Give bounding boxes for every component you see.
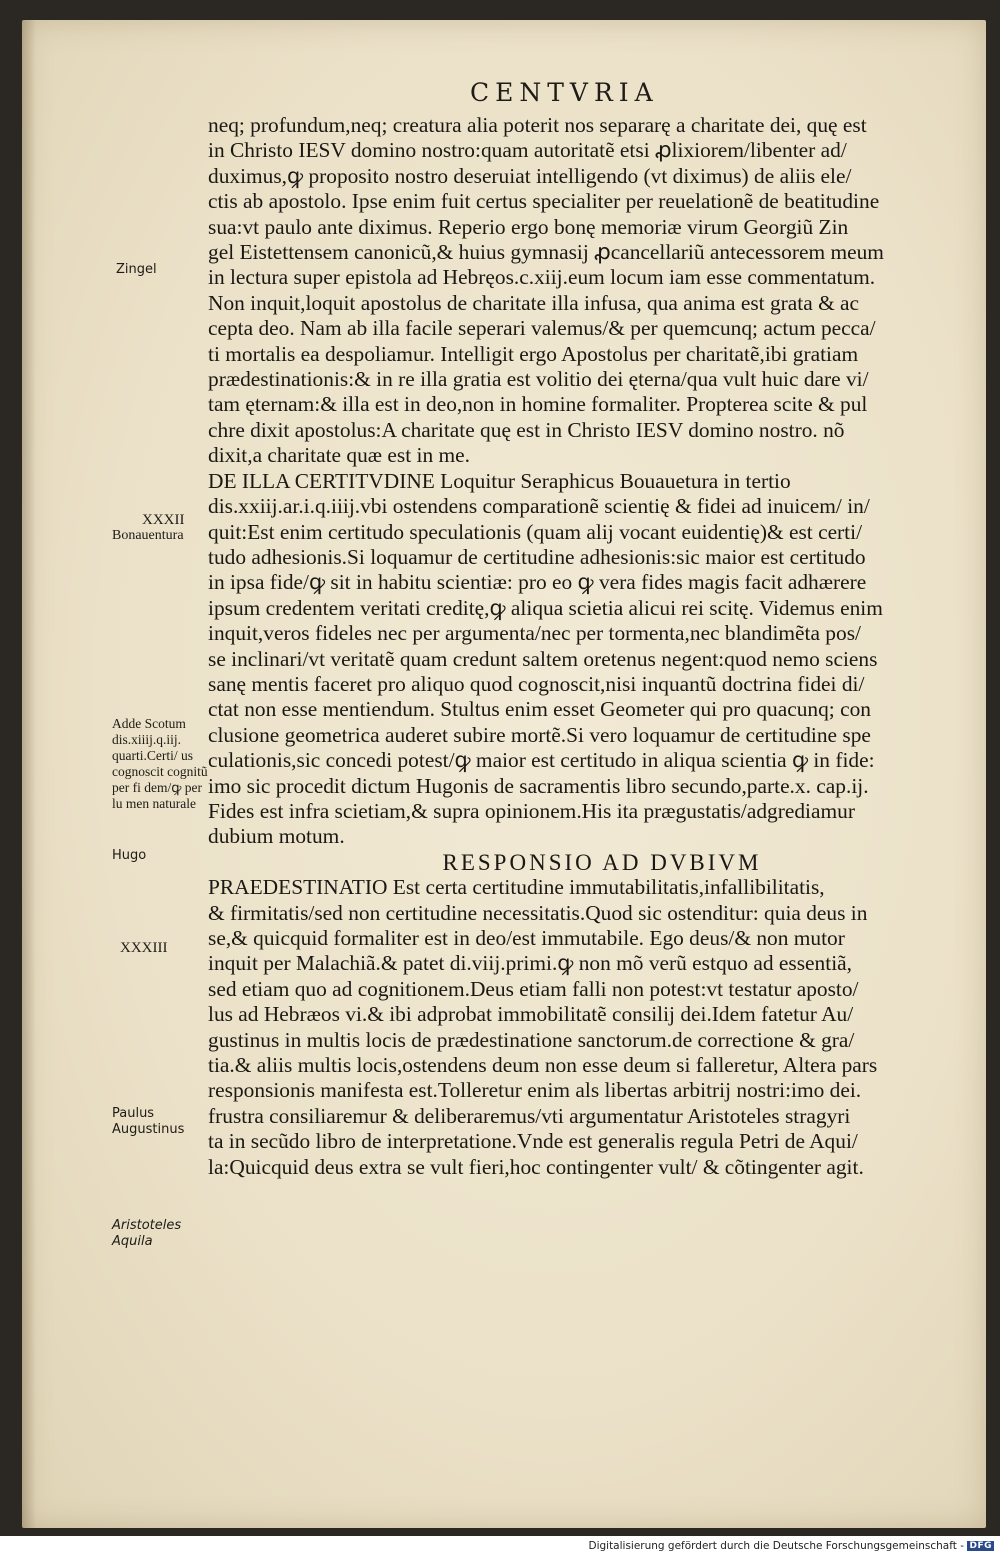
- text-line: ctis ab apostolo. Ipse enim fuit certus specialiter per reuelationẽ de beatitudine: [208, 189, 880, 214]
- text-line: responsionis manifesta est.Tolleretur enim als libertas arbitrij nostri:imo dei.: [208, 1078, 862, 1103]
- main-text-block: [208, 113, 956, 1180]
- text-line: ti mortalis ea despoliamur. Intelligit ergo Apostolus per charitatẽ,ibi gratiam: [208, 341, 859, 366]
- text-line: & firmitatis/sed non certitudine necessitatis.Quod sic ostenditur: quia deus in: [208, 900, 868, 925]
- margin-note-aristoteles-aquila: Aristoteles Aquila: [112, 1218, 182, 1249]
- text-line: lus ad Hebræos vi.& ibi adprobat immobilitatẽ consilij dei.Idem fatetur Au/: [208, 1002, 854, 1027]
- running-head: CENTVRIA: [470, 78, 659, 107]
- footer-bar: [0, 1536, 1000, 1558]
- text-line: sanę mentis faceret pro aliquo quod cognoscit,nisi inquantũ doctrina fidei di/: [208, 671, 865, 696]
- text-line: gustinus in multis locis de prædestinatione sanctorum.de correctione & gra/: [208, 1027, 855, 1052]
- text-line: Non inquit,loquit apostolus de charitate illa infusa, qua anima est grata & ac: [208, 290, 860, 315]
- section-heading: RESPONSIO AD DVBIVM: [442, 849, 762, 875]
- text-line: sed etiam quo ad cognitionem.Deus etiam falli non potest:vt testatur aposto/: [208, 976, 859, 1001]
- text-line: culationis,sic concedi potest/ꝙ maior est certitudo in aliqua scientia ꝙ in fide:: [208, 748, 875, 773]
- text-line: sua:vt paulo ante diximus. Reperio ergo bonę memoriæ virum Georgiũ Zin: [208, 214, 849, 239]
- margin-note-bonauentura: Bonauentura: [112, 528, 184, 543]
- margin-note-xxxiii: XXXIII: [120, 940, 168, 956]
- text-line: DE ILLA CERTITVDINE Loquitur Seraphicus Bouauetura in tertio: [208, 468, 791, 493]
- text-line: neq; profundum,neq; creatura alia poterit nos separarę a charitate dei, quę est: [208, 113, 867, 137]
- footer-credit: Digitalisierung gefördert durch die Deutsche Forschungsgemeinschaft -: [588, 1540, 964, 1552]
- text-line: cepta deo. Nam ab illa facile seperari valemus/& per quemcunq; actum pecca/: [208, 316, 876, 341]
- margin-note-hugo: Hugo: [112, 848, 147, 863]
- text-line: PRAEDESTINATIO Est certa certitudine immutabilitatis,infallibilitatis,: [208, 875, 825, 900]
- text-line: prædestinationis:& in re illa gratia est volitio dei ęterna/qua vult huic dare vi/: [208, 367, 869, 392]
- text-line: tudo adhesionis.Si loquamur de certitudine adhesionis:sic maior est certitudo: [208, 544, 866, 569]
- text-line: frustra consiliaremur & deliberaremus/vti argumentatur Aristoteles stragyri: [208, 1103, 851, 1128]
- text-line: dis.xxiij.ar.i.q.iiij.vbi ostendens comparationẽ scientię & fidei ad inuicem/ in/: [208, 494, 870, 519]
- text-line: tam ęternam:& illa est in deo,non in homine formaliter. Propterea scite & pul: [208, 392, 868, 417]
- text-line: dixit,a charitate quæ est in me.: [208, 443, 470, 468]
- text-line: inquit,veros fideles nec per argumenta/nec per tormenta,nec blandimẽta pos/: [208, 621, 861, 646]
- margin-note-adde-scotum: Adde Scotum dis.xiiij.q.iij. quarti.Certi/ us cognoscit cognitũ per fi dem/ꝙ per lu men naturale: [112, 716, 208, 811]
- margin-note-paulus-augustinus: Paulus Augustinus: [112, 1106, 185, 1137]
- text-line: inquit per Malachiã.& patet di.viij.primi.ꝙ non mõ verũ estquo ad essentiã,: [208, 951, 852, 976]
- text-line: tia.& aliis multis locis,ostendens deum non esse deum si falleretur, Altera pars: [208, 1053, 878, 1078]
- dfg-logo: DFG: [969, 1541, 992, 1551]
- text-line: clusione geometrica auderet subire mortẽ.Si vero loquamur de certitudine spe: [208, 722, 871, 747]
- page-gutter-shadow: [22, 20, 36, 1528]
- text-line: in Christo IESV domino nostro:quam autoritatẽ etsi ꝓlixiorem/libenter ad/: [208, 138, 847, 163]
- text-line: chre dixit apostolus:A charitate quę est in Christo IESV domino nostro. nõ: [208, 417, 845, 442]
- text-line: se,& quicquid formaliter est in deo/est immutabile. Ego deus/& non mutor: [208, 926, 845, 950]
- text-line: ipsum credentem veritati creditę,ꝙ aliqua scietia alicui rei scitę. Videmus enim: [208, 595, 883, 620]
- margin-note-xxxii: XXXII: [142, 512, 185, 528]
- margin-note-zingel: Zingel: [116, 262, 157, 277]
- text-line: gel Eistettensem canonicũ,& huius gymnasij ꝓcancellariũ antecessorem meum: [208, 240, 884, 265]
- text-line: la:Quicquid deus extra se vult fieri,hoc contingenter vult/ & cõtingenter agit.: [208, 1154, 864, 1179]
- text-line: ctat non esse mentiendum. Stultus enim esset Geometer qui pro quacunq; con: [208, 697, 871, 722]
- text-line: quit:Est enim certitudo speculationis (quam alij vocant euidentię)& est certi/: [208, 519, 863, 544]
- text-line: in lectura super epistola ad Hebręos.c.xiij.eum locum iam esse commentatum.: [208, 265, 876, 290]
- text-line: ta in secũdo libro de interpretatione.Vnde est generalis regula Petri de Aqui/: [208, 1129, 858, 1154]
- text-line: imo sic procedit dictum Hugonis de sacramentis libro secundo,parte.x. cap.ij.: [208, 773, 869, 798]
- text-line: duximus,ꝙ proposito nostro deseruiat intelligendo (vt diximus) de aliis ele/: [208, 163, 852, 188]
- text-line: se inclinari/vt veritatẽ quam credunt saltem oretenus negent:quod nemo sciens: [208, 646, 878, 671]
- text-line: in ipsa fide/ꝙ sit in habitu scientiæ: pro eo ꝙ vera fides magis facit adhærere: [208, 570, 867, 595]
- text-line: dubium motum.: [208, 824, 345, 849]
- text-line: Fides est infra scietiam,& supra opinionem.His ita prægustatis/adgrediamur: [208, 798, 855, 823]
